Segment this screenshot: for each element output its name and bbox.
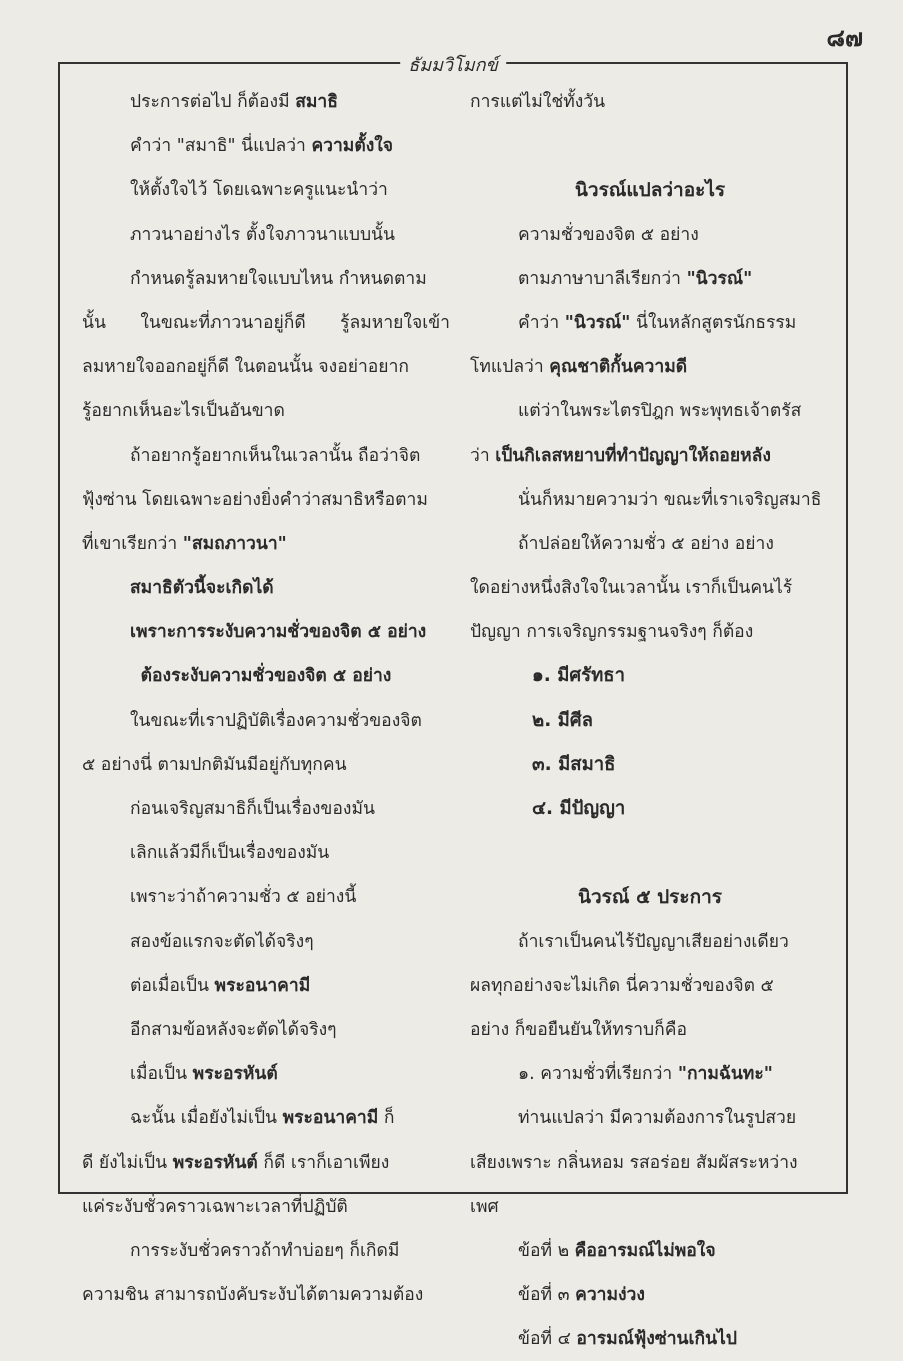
text-line bbox=[470, 1052, 830, 1096]
text-line bbox=[470, 522, 830, 566]
text-run: ให้ตั้งใจไว้ โดยเฉพาะครูแนะนำว่า bbox=[130, 180, 388, 201]
text-run: ประการต่อไป ก็ต้องมี bbox=[130, 92, 296, 112]
text-line bbox=[470, 80, 830, 124]
text-line bbox=[470, 1185, 830, 1229]
bold-text: ต้องระงับความชั่วของจิต ๕ อย่าง bbox=[140, 666, 392, 687]
text-run: นั้น ในขณะที่ภาวนาอยู่ก็ดี รู้ลมหายใจเข้า bbox=[82, 312, 450, 333]
bold-text: ความง่วง bbox=[575, 1285, 645, 1306]
text-line bbox=[470, 434, 830, 478]
text-line bbox=[82, 1273, 450, 1317]
text-run: ปัญญา การเจริญกรรมฐานจริงๆ ก็ต้อง bbox=[470, 622, 754, 643]
text-run: อีกสามข้อหลังจะตัดได้จริงๆ bbox=[130, 1019, 337, 1040]
text-line bbox=[470, 920, 830, 964]
text-line bbox=[82, 1185, 450, 1229]
text-line bbox=[82, 522, 450, 566]
text-run: ข้อที่ ๓ bbox=[518, 1285, 576, 1306]
text-run: ก็ดี เราก็เอาเพียง bbox=[257, 1152, 390, 1173]
text-line bbox=[82, 345, 450, 389]
text-run: ๕ อย่างนี่ ตามปกติมันมีอยู่กับทุกคน bbox=[82, 754, 347, 775]
text-line bbox=[470, 1008, 830, 1052]
text-run: เพราะว่าถ้าความชั่ว ๕ อย่างนี้ bbox=[130, 887, 357, 908]
text-run: คำว่า bbox=[518, 312, 565, 333]
list-item bbox=[470, 699, 830, 743]
bold-text: คุณชาติกั้นความดี bbox=[549, 357, 688, 378]
page-number: ๘๗ bbox=[826, 24, 863, 52]
bold-text: ๒. มีศีล bbox=[532, 709, 593, 731]
text-line bbox=[470, 213, 830, 257]
bold-text: "นิวรณ์" bbox=[564, 312, 631, 333]
text-run: แค่ระงับชั่วคราวเฉพาะเวลาที่ปฏิบัติ bbox=[82, 1196, 348, 1217]
text-run: ในขณะที่เราปฏิบัติเรื่องความชั่วของจิต bbox=[130, 710, 422, 731]
text-run: ก่อนเจริญสมาธิก็เป็นเรื่องของมัน bbox=[130, 799, 375, 819]
text-run: ฟุ้งซ่าน โดยเฉพาะอย่างยิ่งคำว่าสมาธิหรือตาม bbox=[82, 489, 428, 510]
text-line bbox=[470, 566, 830, 610]
bold-text: ๔. มีปัญญา bbox=[532, 798, 626, 819]
bold-text: "กามฉันทะ" bbox=[677, 1064, 773, 1085]
text-line bbox=[82, 743, 450, 787]
text-run: ถ้าเราเป็นคนไร้ปัญญาเสียอย่างเดียว bbox=[518, 931, 789, 952]
text-run: รู้อยากเห็นอะไรเป็นอันขาด bbox=[82, 401, 285, 422]
text-line bbox=[470, 1229, 830, 1273]
text-line bbox=[82, 478, 450, 522]
bold-text: "สมถภาวนา" bbox=[182, 533, 287, 554]
text-run: ภาวนาอย่างไร ตั้งใจภาวนาแบบนั้น bbox=[130, 224, 395, 245]
text-line bbox=[82, 566, 450, 610]
text-run: ก็ bbox=[378, 1108, 395, 1129]
text-line bbox=[82, 699, 450, 743]
text-run: ต่อเมื่อเป็น bbox=[130, 975, 215, 996]
text-line bbox=[470, 301, 830, 345]
bold-text: นิวรณ์แปลว่าอะไร bbox=[574, 179, 726, 202]
bold-text: พระอรหันต์ bbox=[172, 1152, 258, 1173]
text-run: ตามภาษาบาลีเรียกว่า bbox=[518, 268, 687, 289]
section-heading bbox=[470, 875, 830, 919]
text-run: เลิกแล้วมีก็เป็นเรื่องของมัน bbox=[130, 843, 330, 864]
text-run: คำว่า "สมาธิ" นี่แปลว่า bbox=[130, 136, 312, 157]
text-line bbox=[82, 787, 450, 831]
bold-text: พระอนาคามี bbox=[282, 1108, 379, 1129]
text-line bbox=[82, 920, 450, 964]
text-line bbox=[82, 124, 450, 168]
text-line bbox=[82, 1052, 450, 1096]
bold-text: นิวรณ์ ๕ ประการ bbox=[578, 886, 722, 909]
text-line bbox=[82, 257, 450, 301]
text-line bbox=[470, 831, 830, 875]
list-item bbox=[470, 743, 830, 787]
text-run: ถ้าอยากรู้อยากเห็นในเวลานั้น ถือว่าจิต bbox=[130, 445, 421, 466]
text-line bbox=[82, 389, 450, 433]
bold-text: พระอนาคามี bbox=[214, 975, 311, 996]
text-line bbox=[82, 301, 450, 345]
bold-text: สมาธิ bbox=[295, 92, 338, 112]
text-line bbox=[82, 654, 450, 698]
bold-text: สมาธิตัวนี้จะเกิดได้ bbox=[130, 578, 274, 599]
text-line bbox=[82, 831, 450, 875]
bold-text: ๑. มีศรัทธา bbox=[532, 665, 625, 687]
text-run: นี่ในหลักสูตรนักธรรม bbox=[630, 312, 797, 333]
text-line bbox=[470, 257, 830, 301]
section-heading bbox=[470, 168, 830, 212]
text-run: แต่ว่าในพระไตรปิฎก พระพุทธเจ้าตรัส bbox=[518, 401, 802, 422]
text-line bbox=[470, 1317, 830, 1361]
text-line bbox=[82, 875, 450, 919]
text-run: ลมหายใจออกอยู่ก็ดี ในตอนนั้น จงอย่าอยาก bbox=[82, 357, 409, 378]
bold-text: พระอรหันต์ bbox=[192, 1064, 278, 1085]
text-line bbox=[82, 1141, 450, 1185]
text-run: ที่เขาเรียกว่า bbox=[82, 533, 183, 554]
bold-text: เป็นกิเลสหยาบที่ทำปัญญาให้ถอยหลัง bbox=[495, 445, 771, 466]
right-column bbox=[470, 80, 830, 1361]
text-run: ใดอย่างหนึ่งสิงใจในเวลานั้น เราก็เป็นคนไร้ bbox=[470, 578, 793, 599]
text-line bbox=[470, 389, 830, 433]
text-line bbox=[470, 1096, 830, 1140]
list-item bbox=[470, 654, 830, 698]
bold-text: อารมณ์ฟุ้งซ่านเกินไป bbox=[576, 1329, 737, 1350]
text-run: นั่นก็หมายความว่า ขณะที่เราเจริญสมาธิ bbox=[518, 489, 822, 510]
text-run: เสียงเพราะ กลิ่นหอม รสอร่อย สัมผัสระหว่าง bbox=[470, 1152, 798, 1173]
text-run: ท่านแปลว่า มีความต้องการในรูปสวย bbox=[518, 1108, 797, 1129]
text-run: ข้อที่ ๔ bbox=[518, 1329, 577, 1350]
text-line bbox=[470, 478, 830, 522]
text-run: สองข้อแรกจะตัดได้จริงๆ bbox=[130, 931, 314, 952]
text-line bbox=[470, 964, 830, 1008]
text-line bbox=[82, 213, 450, 257]
text-line bbox=[82, 1229, 450, 1273]
text-line bbox=[82, 610, 450, 654]
text-run: ฉะนั้น เมื่อยังไม่เป็น bbox=[130, 1108, 283, 1129]
text-run: ๑. ความชั่วที่เรียกว่า bbox=[518, 1064, 678, 1085]
text-run: ถ้าปล่อยให้ความชั่ว ๕ อย่าง อย่าง bbox=[518, 533, 774, 554]
bold-text: "นิวรณ์" bbox=[686, 268, 753, 289]
text-line bbox=[82, 168, 450, 212]
text-run: ความชิน สามารถบังคับระงับได้ตามความต้อง bbox=[82, 1285, 424, 1306]
text-run: เมื่อเป็น bbox=[130, 1064, 193, 1085]
text-run: อย่าง ก็ขอยืนยันให้ทราบก็คือ bbox=[470, 1019, 687, 1040]
text-line bbox=[82, 1096, 450, 1140]
bold-text: ความตั้งใจ bbox=[311, 136, 394, 157]
text-line bbox=[82, 434, 450, 478]
bold-text: ๓. มีสมาธิ bbox=[532, 753, 616, 775]
content-frame bbox=[58, 55, 848, 1350]
text-line bbox=[82, 80, 450, 124]
text-run: กำหนดรู้ลมหายใจแบบไหน กำหนดตาม bbox=[130, 268, 427, 289]
text-line bbox=[470, 610, 830, 654]
list-item bbox=[470, 787, 830, 831]
text-run: ผลทุกอย่างจะไม่เกิด นี่ความชั่วของจิต ๕ bbox=[470, 975, 774, 996]
text-run: เพศ bbox=[470, 1196, 499, 1217]
running-header: ธัมมวิโมกข์ bbox=[400, 50, 506, 79]
text-run: ว่า bbox=[470, 445, 496, 466]
text-line bbox=[82, 1008, 450, 1052]
text-run: การระงับชั่วคราวถ้าทำบ่อยๆ ก็เกิดมี bbox=[130, 1240, 400, 1261]
text-run: การแต่ไม่ใช่ทั้งวัน bbox=[470, 92, 606, 112]
text-run: โทแปลว่า bbox=[470, 357, 550, 378]
bold-text: เพราะการระงับความชั่วของจิต ๕ อย่าง bbox=[130, 622, 427, 643]
text-run: ความชั่วของจิต ๕ อย่าง bbox=[518, 224, 699, 245]
text-line bbox=[470, 1273, 830, 1317]
text-line bbox=[82, 964, 450, 1008]
text-line bbox=[470, 1141, 830, 1185]
bold-text: คืออารมณ์ไม่พอใจ bbox=[574, 1240, 716, 1261]
left-column bbox=[82, 80, 450, 1317]
text-line bbox=[470, 124, 830, 168]
text-run: ดี ยังไม่เป็น bbox=[82, 1152, 173, 1173]
text-line bbox=[470, 345, 830, 389]
text-run: ข้อที่ ๒ bbox=[518, 1240, 575, 1261]
